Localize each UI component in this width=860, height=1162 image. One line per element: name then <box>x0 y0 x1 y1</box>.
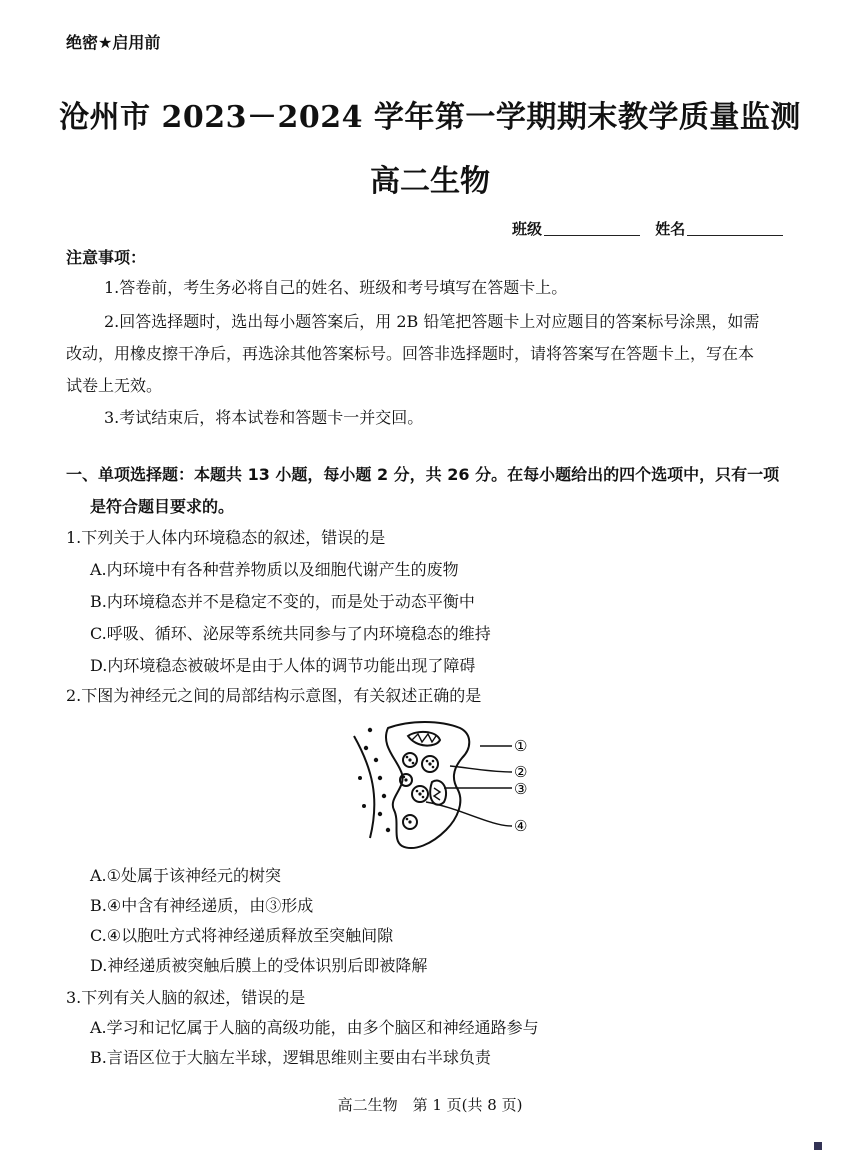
scanner-logo-icon <box>814 1142 822 1150</box>
class-name-line <box>512 218 793 239</box>
section-heading: 一、单项选择题：本题共 13 小题，每小题 2 分，共 26 分。在每小题给出的四个选项中，只有一项 <box>66 465 780 484</box>
question-option: D.神经递质被突触后膜上的受体识别后即被降解 <box>90 956 428 975</box>
label-1: ① <box>514 737 528 755</box>
question-option: B.④中含有神经递质，由③形成 <box>90 896 314 915</box>
note-item: 试卷上无效。 <box>66 376 163 395</box>
note-item: 3.考试结束后，将本试卷和答题卡一并交回。 <box>104 408 424 427</box>
question-option: B.言语区位于大脑左半球，逻辑思维则主要由右半球负责 <box>90 1048 491 1067</box>
page-footer: 高二生物 第 1 页(共 8 页) <box>337 1096 523 1114</box>
question-stem: 2.下图为神经元之间的局部结构示意图，有关叙述正确的是 <box>66 686 482 705</box>
note-item: 1.答卷前，考生务必将自己的姓名、班级和考号填写在答题卡上。 <box>104 278 568 297</box>
question-option: A.内环境中有各种营养物质以及细胞代谢产生的废物 <box>90 560 459 579</box>
note-item: 改动，用橡皮擦干净后，再选涂其他答案标号。回答非选择题时，请将答案写在答题卡上，写在本 <box>66 344 755 363</box>
question-option: A.学习和记忆属于人脑的高级功能，由多个脑区和神经通路参与 <box>90 1018 539 1037</box>
confidential-mark: 绝密★启用前 <box>66 33 161 52</box>
scanner-watermark <box>814 1142 854 1154</box>
question-option: A.①处属于该神经元的树突 <box>90 866 281 885</box>
label-4: ④ <box>514 817 528 835</box>
question-option: B.内环境稳态并不是稳定不变的，而是处于动态平衡中 <box>90 592 475 611</box>
name-blank <box>687 221 783 236</box>
subject-title: 高二生物 <box>370 164 490 199</box>
synapse-diagram <box>340 718 540 866</box>
exam-title: 沧州市 2023－2024 学年第一学期期末教学质量监测 <box>59 100 801 135</box>
label-3: ③ <box>514 780 528 798</box>
question-option: D.内环境稳态被破坏是由于人体的调节功能出现了障碍 <box>90 656 476 675</box>
question-stem: 1.下列关于人体内环境稳态的叙述，错误的是 <box>66 528 386 547</box>
question-option: C.呼吸、循环、泌尿等系统共同参与了内环境稳态的维持 <box>90 624 491 643</box>
class-blank <box>544 221 640 236</box>
class-label: 班级 <box>512 220 543 238</box>
question-stem: 3.下列有关人脑的叙述，错误的是 <box>66 988 306 1007</box>
question-option: C.④以胞吐方式将神经递质释放至突触间隙 <box>90 926 394 945</box>
name-label: 姓名 <box>655 220 686 238</box>
notes-heading: 注意事项： <box>66 248 147 267</box>
section-heading-cont: 是符合题目要求的。 <box>90 497 235 516</box>
note-item: 2.回答选择题时，选出每小题答案后，用 2B 铅笔把答题卡上对应题目的答案标号涂黑，如需 <box>104 312 760 331</box>
label-2: ② <box>514 763 528 781</box>
